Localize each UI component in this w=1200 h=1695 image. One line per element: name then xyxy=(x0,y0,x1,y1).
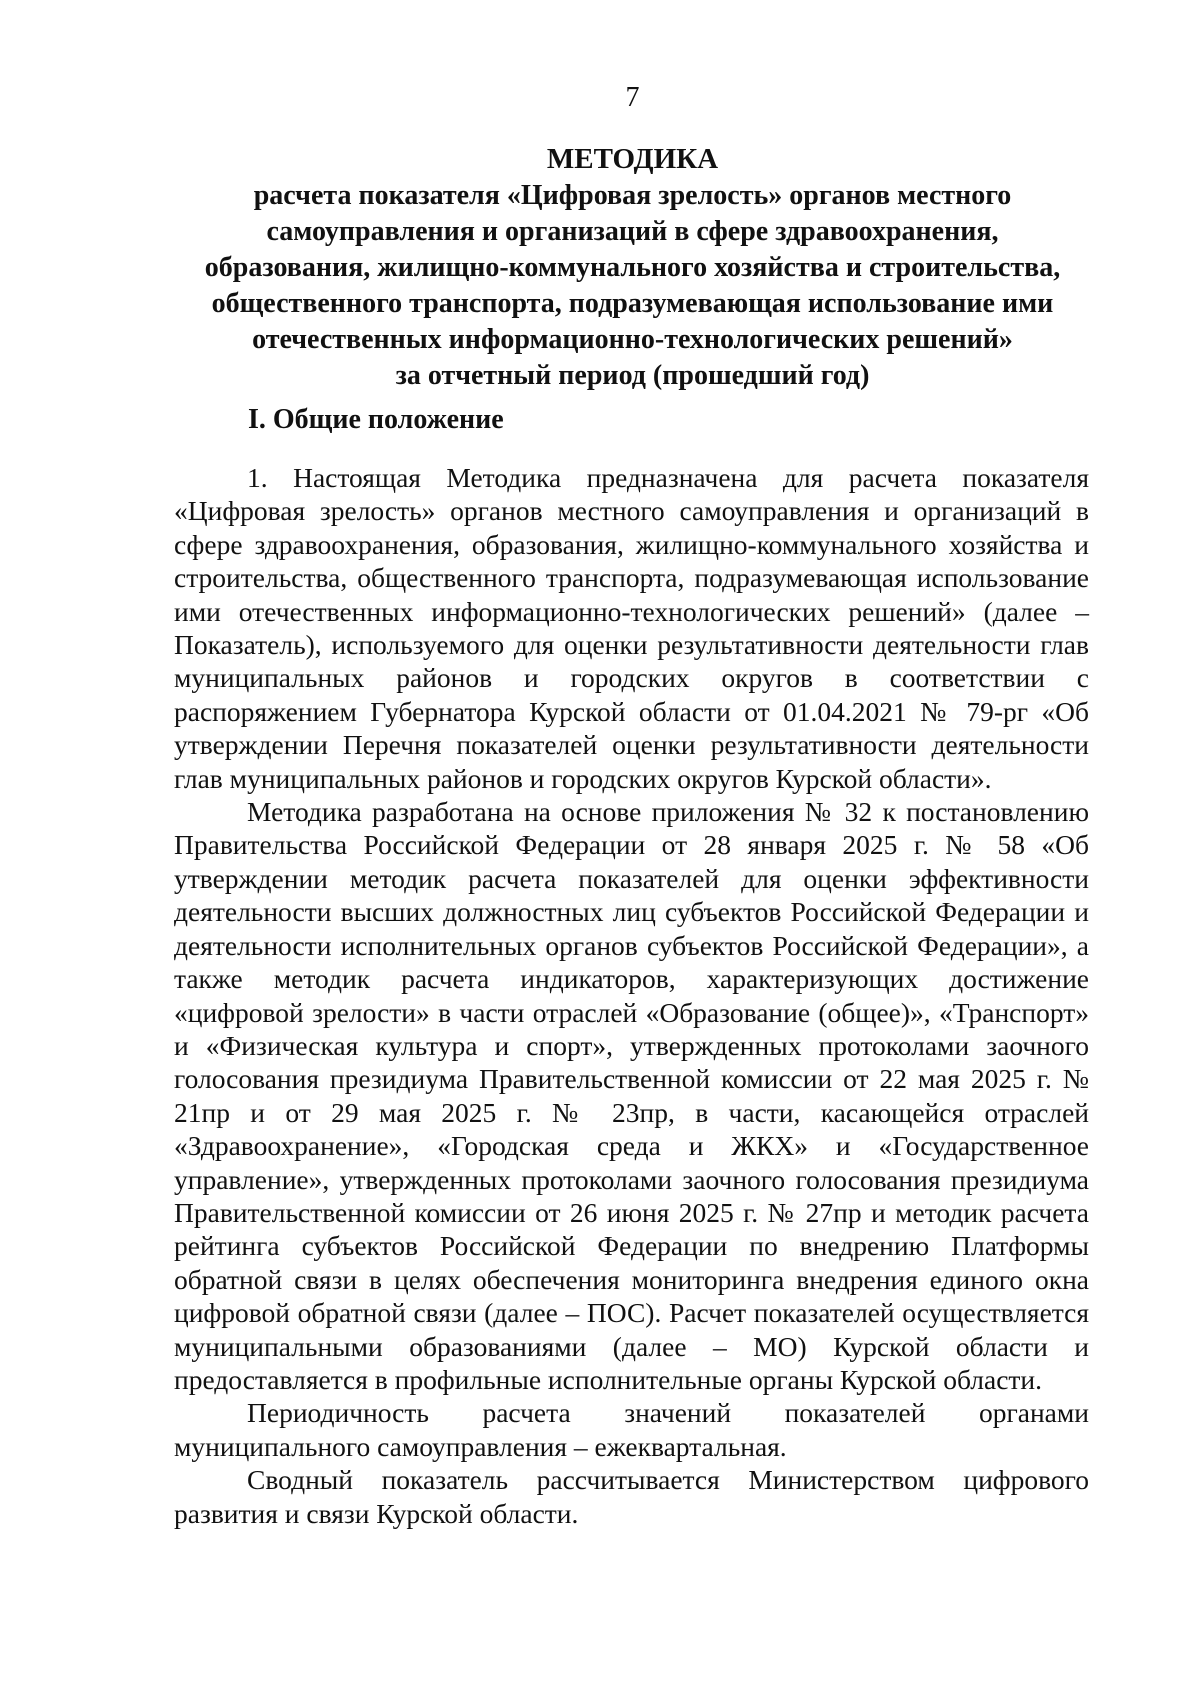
body-text xyxy=(174,461,1089,1530)
page-number: 7 xyxy=(625,82,640,113)
document-subtitle xyxy=(180,178,1085,394)
document-title: МЕТОДИКА xyxy=(546,143,719,175)
subtitle-line: отечественных информационно-технологических решений» xyxy=(252,324,1013,355)
title-block xyxy=(180,140,1085,394)
subtitle-line: образования, жилищно-коммунального хозяйства и строительства, xyxy=(204,252,1061,283)
paragraph-purpose: 1. Настоящая Методика предназначена для расчета показателя «Цифровая зрелость» органов местного самоуправления и организаций в сфере здравоохранения, образования, жилищно-коммунального хозяйства и строительства, общественного транспорта, подразумевающая использование ими отечественных информационно-технологических решений» (далее – Показатель), используемого для оценки результативности деятельности глав муниципальных районов и городских округов в соответствии с распоряжением Губернатора Курской области от 01.04.2021 № 79-рг «Об утверждении Перечня показателей оценки результативности деятельности глав муниципальных районов и городских округов Курской области». xyxy=(174,462,1089,794)
subtitle-line: общественного транспорта, подразумевающая использование ими xyxy=(211,288,1054,319)
section-heading: I. Общие положение xyxy=(248,404,504,435)
subtitle-line: самоуправления и организаций в сфере здравоохранения, xyxy=(266,216,999,247)
subtitle-line: за отчетный период (прошедший год) xyxy=(395,360,870,391)
paragraph-basis: Методика разработана на основе приложения № 32 к постановлению Правительства Российской Федерации от 28 января 2025 г. № 58 «Об утверждении методик расчета показателей для оценки эффективности деятельности высших должностных лиц субъектов Российской Федерации и деятельности исполнительных органов субъектов Российской Федерации», а также методик расчета индикаторов, характеризующих достижение «цифровой зрелости» в части отраслей «Образование (общее)», «Транспорт» и «Физическая культура и спорт», утвержденных протоколами заочного голосования президиума Правительственной комиссии от 22 мая 2025 г. № 21пр и от 29 мая 2025 г. № 23пр, в части, касающейся отраслей «Здравоохранение», «Городская среда и ЖКХ» и «Государственное управление», утвержденных протоколами заочного голосования президиума Правительственной комиссии от 26 июня 2025 г. № 27пр и методик расчета рейтинга субъектов Российской Федерации по внедрению Платформы обратной связи в целях обеспечения мониторинга внедрения единого окна цифровой обратной связи (далее – ПОС). Расчет показателей осуществляется муниципальными образованиями (далее – МО) Курской области и предоставляется в профильные исполнительные органы Курской области. xyxy=(174,796,1089,1395)
paragraph-summary: Сводный показатель рассчитывается Министерством цифрового развития и связи Курской области. xyxy=(174,1464,1089,1529)
paragraph-periodicity: Периодичность расчета значений показателей органами муниципального самоуправления – ежеквартальная. xyxy=(174,1397,1089,1462)
subtitle-line: расчета показателя «Цифровая зрелость» органов местного xyxy=(253,180,1012,211)
